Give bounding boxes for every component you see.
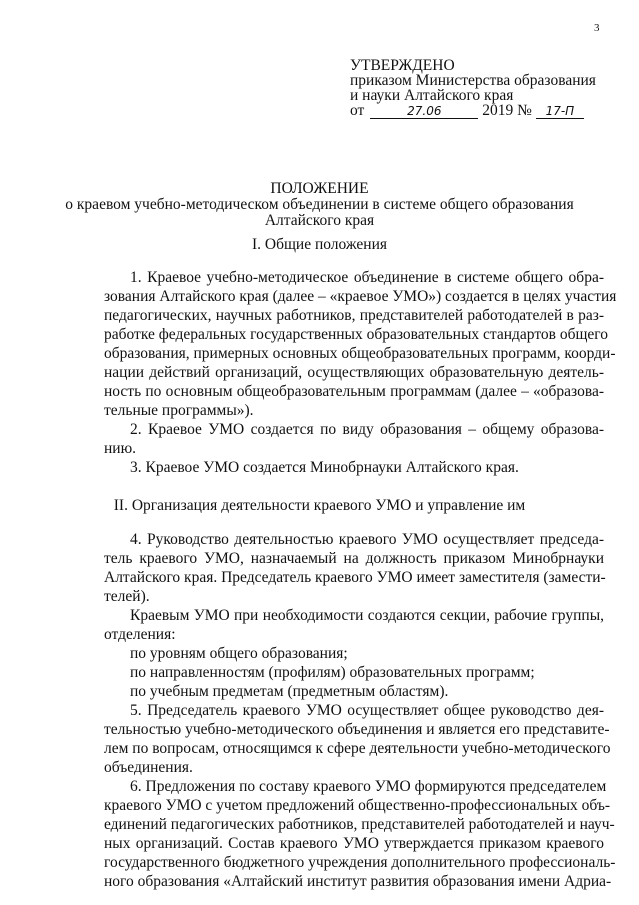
approval-line1: приказом Министерства образования xyxy=(350,72,596,89)
paragraph-line: отделения: xyxy=(104,626,176,643)
paragraph-line: 5. Председатель краевого УМО осуществляет общее руководство дея- xyxy=(130,702,604,719)
paragraph-line: Краевым УМО при необходимости создаются секции, рабочие группы, xyxy=(130,607,604,624)
paragraph-line: ных организаций. Состав краевого УМО утверждается приказом краевого xyxy=(104,835,604,852)
paragraph-line: нию. xyxy=(104,440,137,457)
approval-date-line xyxy=(350,103,596,119)
paragraph-line: 6. Предложения по составу краевого УМО формируются председателем xyxy=(130,778,607,795)
handwritten-date: 27.06 xyxy=(370,105,478,119)
paragraph-line: государственного бюджетного учреждения дополнительного профессиональ- xyxy=(104,854,616,871)
paragraph-line: тельные программы»). xyxy=(104,402,254,419)
document-title: ПОЛОЖЕНИЕ xyxy=(270,180,369,197)
paragraph-line: тель краевого УМО, назначаемый на должность приказом Минобрнауки xyxy=(104,550,604,567)
section-2-heading: II. Организация деятельности краевого УМО и управление им xyxy=(113,497,526,514)
paragraph-line: нации действий организаций, осуществляющих образовательную деятель- xyxy=(104,364,604,381)
paragraph-line: ность по основным общеобразовательным программам (далее – «образова- xyxy=(104,383,604,400)
paragraph-line: 4. Руководство деятельностью краевого УМО осуществляет председа- xyxy=(130,531,604,548)
year-number-label: 2019 № xyxy=(482,102,532,119)
section-1-heading: I. Общие положения xyxy=(251,236,388,253)
paragraph-line: телей). xyxy=(104,588,150,605)
document-subtitle-1: о краевом учебно-методическом объединении в системе общего образования xyxy=(65,196,574,213)
paragraph-line: краевого УМО с учетом предложений общественно-профессиональных объ- xyxy=(104,797,611,814)
handwritten-number: 17-П xyxy=(536,105,584,119)
list-item: по учебным предметам (предметным областям). xyxy=(130,683,449,700)
approval-title: УТВЕРЖДЕНО xyxy=(350,57,455,74)
list-item: по уровням общего образования; xyxy=(130,645,348,662)
paragraph-line: 2. Краевое УМО создается по виду образования – общему образова- xyxy=(130,421,604,438)
paragraph-line: ного образования «Алтайский институт развития образования имени Адриа- xyxy=(104,873,612,890)
date-prefix: от xyxy=(350,102,365,119)
list-item: по направленностям (профилям) образовательных программ; xyxy=(130,664,535,681)
paragraph-line: образования, примерных основных общеобразовательных программ, коорди- xyxy=(104,345,616,362)
paragraph-line: педагогических, научных работников, представителей работодателей в раз- xyxy=(104,307,604,324)
document-subtitle-2: Алтайского края xyxy=(264,212,375,229)
paragraph-line: 1. Краевое учебно-методическое объединение в системе общего обра- xyxy=(130,269,604,286)
paragraph-line: лем по вопросам, относящимся к сфере деятельности учебно-методического xyxy=(104,740,611,757)
paragraph-line: 3. Краевое УМО создается Минобрнауки Алтайского края. xyxy=(130,459,519,476)
paragraph-line: единений педагогических работников, представителей работодателей и науч- xyxy=(104,816,615,833)
page-number: 3 xyxy=(594,22,600,34)
paragraph-line: тельностью учебно-методического объединения и является его представите- xyxy=(104,721,610,738)
paragraph-line: Алтайского края. Председатель краевого УМО имеет заместителя (замести- xyxy=(104,569,606,586)
paragraph-line: объединения. xyxy=(104,759,193,776)
paragraph-line: работке федеральных государственных образовательных стандартов общего xyxy=(104,326,609,343)
approval-block xyxy=(350,58,596,119)
paragraph-line: зования Алтайского края (далее – «краевое УМО») создается в целях участия xyxy=(104,288,617,305)
approval-line2: и науки Алтайского края xyxy=(350,87,514,104)
